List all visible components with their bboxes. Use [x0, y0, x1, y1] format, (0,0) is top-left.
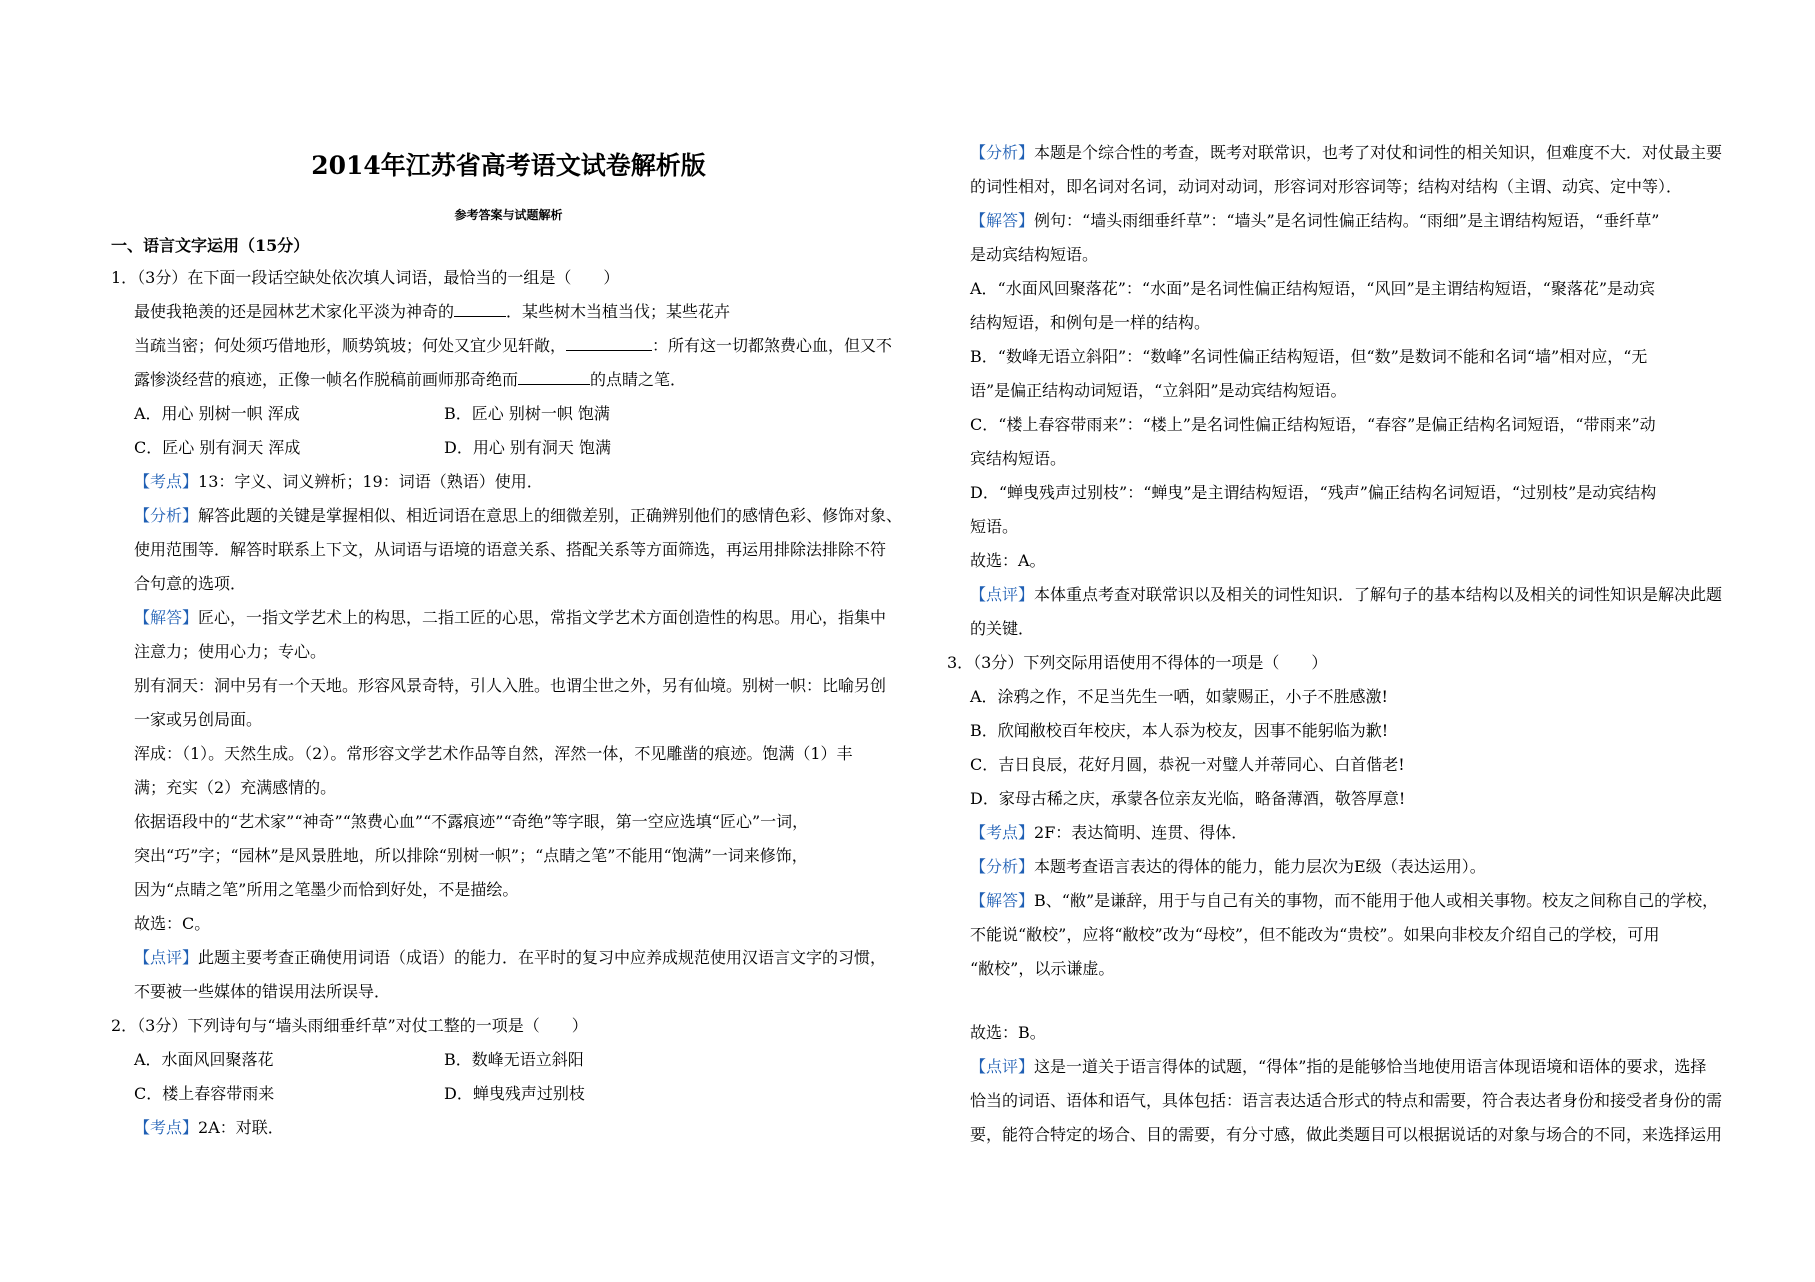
- fenxi-tag: 【分析】: [970, 857, 1035, 876]
- option-a: A．水面风回聚落花: [134, 1050, 274, 1069]
- fenxi-line: 合句意的选项．: [134, 574, 247, 593]
- question-3-stem: 3．（3分）下列交际用语使用不得体的一项是（ ）: [947, 653, 1328, 672]
- question-2-options-row: [111, 1043, 911, 1077]
- jieda-line: 因为“点睛之笔”所用之笔墨少而恰到好处，不是描绘。: [134, 880, 519, 899]
- kaodian-tag: 【考点】: [134, 472, 199, 491]
- question-2-options-row: [111, 1077, 911, 1111]
- option-c: C．吉日良辰，花好月圆，恭祝一对璧人并蒂同心、白首偕老!: [970, 755, 1405, 774]
- jieda-line: 一家或另创局面。: [134, 710, 263, 729]
- jieda-line: 语”是偏正结构动词短语，“立斜阳”是动宾结构短语。: [970, 381, 1347, 400]
- jieda-line: D．“蝉曳残声过别枝”：“蝉曳”是主谓结构短语，“残声”偏正结构名词短语，“过别枝”是动宾结构: [970, 483, 1657, 502]
- option-d: D．蝉曳残声过别枝: [444, 1084, 585, 1103]
- answer-line: 故选：A。: [970, 551, 1046, 570]
- kaodian-line: 【考点】2A：对联．: [134, 1118, 284, 1137]
- question-1-options-row: [111, 431, 911, 465]
- dianping-tag: 【点评】: [970, 1057, 1035, 1076]
- jieda-tag: 【解答】: [970, 891, 1035, 910]
- jieda-line: 注意力；使用心力；专心。: [134, 642, 327, 661]
- answer-blank[interactable]: [454, 298, 506, 317]
- question-1-stem: 1．（3分）在下面一段话空缺处依次填人词语，最恰当的一组是（ ）: [111, 268, 620, 287]
- jieda-line: A．“水面风回聚落花”：“水面”是名词性偏正结构短语，“风回”是主谓结构短语，“聚落花”是动宾: [970, 279, 1655, 298]
- option-a: A．用心 别树一帜 浑成: [134, 404, 300, 423]
- fenxi-line: 的词性相对，即名词对名词，动词对动词，形容词对形容词等；结构对结构（主谓、动宾、定中等）．: [970, 177, 1683, 196]
- jieda-line: 浑成：（1）。天然生成。（2）。常形容文学艺术作品等自然，浑然一体，不见雕凿的痕迹。饱满（1）丰: [134, 744, 853, 763]
- kaodian-tag: 【考点】: [134, 1118, 199, 1137]
- jieda-line: 结构短语，和例句是一样的结构。: [970, 313, 1211, 332]
- dianping-line: 不要被一些媒体的错误用法所误导．: [134, 982, 391, 1001]
- jieda-line: C．“楼上春容带雨来”：“楼上”是名词性偏正结构短语，“春容”是偏正结构名词短语，“带雨来”动: [970, 415, 1656, 434]
- option-b: B．数峰无语立斜阳: [444, 1050, 584, 1069]
- jieda-line: 别有洞天：洞中另有一个天地。形容风景奇特，引人入胜。也谓尘世之外，另有仙境。别树一帜：比喻另创: [134, 676, 887, 695]
- fenxi-line: 【分析】解答此题的关键是掌握相似、相近词语在意思上的细微差别，正确辨别他们的感情色彩、修饰对象、: [134, 506, 903, 525]
- option-d: D．家母古稀之庆，承蒙各位亲友光临，略备薄酒，敬答厚意!: [970, 789, 1406, 808]
- dianping-line: 【点评】这是一道关于语言得体的试题，“得体”指的是能够恰当地使用语言体现语境和语体的要求，选择: [970, 1057, 1707, 1076]
- jieda-line: 满；充实（2）充满感情的。: [134, 778, 337, 797]
- answer-line: 故选：B。: [970, 1023, 1046, 1042]
- jieda-line: “敝校”，以示谦虚。: [970, 959, 1115, 978]
- question-1-passage-line: 露惨淡经营的痕迹，正像一帧名作脱稿前画师那奇绝而 的点睛之笔．: [111, 363, 911, 397]
- option-d: D．用心 别有洞天 饱满: [444, 438, 612, 457]
- option-c: C．匠心 别有洞天 浑成: [134, 438, 301, 457]
- jieda-line: 依据语段中的“艺术家”“神奇”“煞费心血”“不露痕迹”“奇绝”等字眼，第一空应选填“匠心”一词，: [134, 812, 809, 831]
- jieda-tag: 【解答】: [134, 608, 199, 627]
- page-subtitle: 参考答案与试题解析: [454, 208, 563, 222]
- question-1-passage-line: 最使我艳羡的还是园林艺术家化平淡为神奇的 ．某些树木当植当伐；某些花卉: [111, 295, 911, 329]
- jieda-line: 【解答】B、“敝”是谦辞，用于与自己有关的事物，而不能用于他人或相关事物。校友之间称自己的学校，: [970, 891, 1719, 910]
- fenxi-line: 使用范围等．解答时联系上下文，从词语与语境的语意关系、搭配关系等方面筛选，再运用排除法排除不符: [134, 540, 887, 559]
- jieda-line: 【解答】匠心，一指文学艺术上的构思，二指工匠的心思，常指文学艺术方面创造性的构思。用心，指集中: [134, 608, 887, 627]
- jieda-line: 是动宾结构短语。: [970, 245, 1099, 264]
- fenxi-line: 【分析】本题考查语言表达的得体的能力，能力层次为E级（表达运用）。: [970, 857, 1486, 876]
- section-heading: 一、语言文字运用（15分）: [111, 236, 310, 255]
- dianping-line: 要，能符合特定的场合、目的需要，有分寸感，做此类题目可以根据说话的对象与场合的不同，来选择运用: [970, 1125, 1723, 1144]
- dianping-line: 的关键．: [970, 619, 1035, 638]
- kaodian-tag: 【考点】: [970, 823, 1035, 842]
- kaodian-line: 【考点】2F：表达简明、连贯、得体．: [970, 823, 1248, 842]
- option-b: B．欣闻敝校百年校庆，本人忝为校友，因事不能躬临为歉!: [970, 721, 1389, 740]
- dianping-line: 【点评】本体重点考查对联常识以及相关的词性知识．了解句子的基本结构以及相关的词性知识是解决此题: [970, 585, 1723, 604]
- page-title: 2014年江苏省高考语文试卷解析版: [311, 151, 706, 180]
- option-a: A．涂鸦之作，不足当先生一哂，如蒙赐正，小子不胜感激!: [970, 687, 1388, 706]
- question-2-stem: 2．（3分）下列诗句与“墙头雨细垂纤草”对仗工整的一项是（ ）: [111, 1016, 588, 1035]
- jieda-tag: 【解答】: [970, 211, 1035, 230]
- fenxi-tag: 【分析】: [134, 506, 199, 525]
- jieda-line: 突出“巧”字；“园林”是风景胜地，所以排除“别树一帜”；“点睛之笔”不能用“饱满”一词来修饰，: [134, 846, 808, 865]
- dianping-line: 恰当的词语、语体和语气，具体包括：语言表达适合形式的特点和需要，符合表达者身份和接受者身份的需: [970, 1091, 1723, 1110]
- dianping-line: 【点评】此题主要考查正确使用词语（成语）的能力．在平时的复习中应养成规范使用汉语言文字的习惯，: [134, 948, 887, 967]
- fenxi-line: 【分析】本题是个综合性的考查，既考对联常识，也考了对仗和词性的相关知识，但难度不大．对仗最主要: [970, 143, 1723, 162]
- jieda-line: 不能说“敝校”，应将“敝校”改为“母校”，但不能改为“贵校”。如果向非校友介绍自己的学校，可用: [970, 925, 1660, 944]
- kaodian-line: 【考点】13：字义、词义辨析；19：词语（熟语）使用．: [134, 472, 543, 491]
- jieda-line: 【解答】例句：“墙头雨细垂纤草”：“墙头”是名词性偏正结构。“雨细”是主谓结构短语，“垂纤草”: [970, 211, 1660, 230]
- answer-blank[interactable]: [518, 366, 590, 385]
- fenxi-tag: 【分析】: [970, 143, 1035, 162]
- jieda-line: 短语。: [970, 517, 1019, 536]
- jieda-line: B．“数峰无语立斜阳”：“数峰”名词性偏正结构短语，但“数”是数词不能和名词“墙”相对应，“无: [970, 347, 1648, 366]
- jieda-line: 宾结构短语。: [970, 449, 1067, 468]
- answer-line: 故选：C。: [134, 914, 211, 933]
- question-1-options-row: [111, 397, 911, 431]
- option-c: C．楼上春容带雨来: [134, 1084, 275, 1103]
- dianping-tag: 【点评】: [970, 585, 1035, 604]
- answer-blank[interactable]: [566, 332, 652, 351]
- dianping-tag: 【点评】: [134, 948, 199, 967]
- option-b: B．匠心 别树一帜 饱满: [444, 404, 610, 423]
- question-1-passage-line: 当疏当密；何处须巧借地形，顺势筑坡；何处又宜少见轩敞， ：所有这一切都煞费心血，但又不: [111, 329, 911, 363]
